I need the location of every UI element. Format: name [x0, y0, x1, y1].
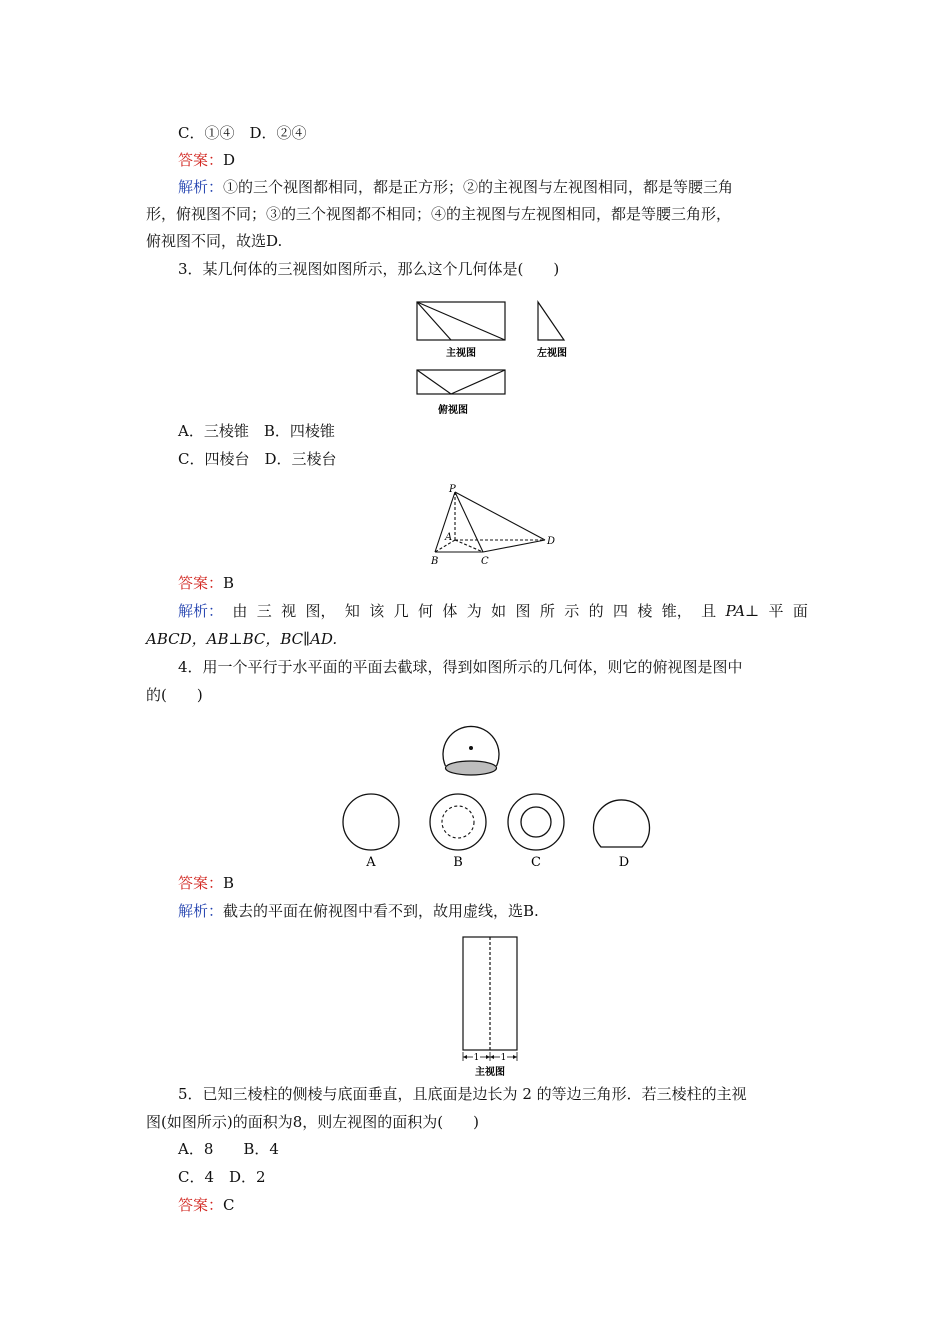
option-d-label: D	[618, 855, 630, 870]
dim-arrow	[486, 1055, 490, 1059]
analysis-word: 且	[701, 602, 717, 620]
option-c-label: C	[531, 855, 541, 870]
option-c-inner-circle	[521, 807, 551, 837]
analysis-word: 四	[613, 602, 629, 620]
top-view-rect	[417, 370, 505, 394]
q2-answer	[178, 150, 235, 170]
dim-label-right: 1	[500, 1053, 507, 1063]
dim-arrow	[513, 1055, 517, 1059]
q3-analysis-justified	[178, 601, 808, 621]
analysis-word: 锥，	[661, 602, 692, 620]
label-c: C	[481, 556, 489, 567]
edge-pc	[455, 492, 483, 552]
q3-analysis-line1	[178, 601, 808, 621]
option-b-dashed-circle	[442, 806, 474, 838]
option-a-label: A	[366, 855, 376, 870]
q2-analysis-line2: 形，俯视图不同；③的三个视图都不相同；④的主视图与左视图相同，都是等腰三角形，	[146, 205, 732, 223]
q2-options-cd: C．①④ D．②④	[178, 124, 307, 142]
analysis-text: 截去的平面在俯视图中看不到，故用虚线，选B.	[223, 902, 539, 920]
q5-answer	[178, 1195, 235, 1215]
analysis-word: 所	[539, 602, 555, 620]
edge-pb	[435, 492, 455, 552]
option-b-outer-circle	[430, 794, 486, 850]
answer-label: 答案：	[178, 574, 224, 592]
edge-cd	[483, 540, 545, 552]
answer-value: D	[223, 151, 236, 169]
analysis-label: 解析：	[178, 178, 224, 196]
top-view-inner-lines	[417, 370, 505, 394]
answer-label: 答案：	[178, 874, 224, 892]
q3-options-ab: A．三棱锥 B．四棱锥	[178, 422, 335, 440]
option-a-circle	[343, 794, 399, 850]
q5-question-line1: 5．已知三棱柱的侧棱与底面垂直，且底面是边长为 2 的等边三角形．若三棱柱的主视	[178, 1085, 747, 1103]
option-d-cut-circle	[594, 800, 650, 847]
analysis-word: 示	[564, 602, 580, 620]
label-b: B	[431, 556, 439, 567]
answer-label: 答案：	[178, 151, 224, 169]
left-view-triangle	[538, 302, 564, 340]
q3-analysis-line2: ABCD，AB⊥BC，BC∥AD.	[146, 630, 338, 648]
pyramid-figure	[425, 480, 565, 570]
label-p: P	[449, 484, 456, 495]
dim-arrow	[463, 1055, 467, 1059]
q5-options-cd: C．4 D．2	[178, 1168, 266, 1186]
option-b-label: B	[453, 855, 463, 870]
analysis-word: 为	[466, 602, 482, 620]
label-a: A	[445, 532, 453, 543]
analysis-word: 视	[281, 602, 297, 620]
analysis-word: 由	[232, 602, 248, 620]
top-view-caption: 俯视图	[438, 405, 468, 416]
q3-options-cd: C．四棱台 D．三棱台	[178, 450, 337, 468]
analysis-label: 解析：	[178, 902, 224, 920]
front-view-diagonal	[417, 302, 505, 340]
sphere-center-dot	[469, 746, 473, 750]
answer-value: B	[223, 874, 235, 892]
answer-label: 答案：	[178, 1196, 224, 1214]
three-view-figure	[405, 296, 595, 422]
analysis-word: 几	[393, 602, 409, 620]
answer-value: B	[223, 574, 235, 592]
analysis-word: PA⊥	[725, 602, 760, 620]
analysis-word: 知	[344, 602, 360, 620]
q4-question-line1: 4．用一个平行于水平面的平面去截球，得到如图所示的几何体，则它的俯视图是图中	[178, 658, 743, 676]
q2-analysis-line1	[178, 177, 733, 197]
analysis-text: ①的三个视图都相同，都是正方形；②的主视图与左视图相同，都是等腰三角	[223, 178, 734, 196]
q3-answer	[178, 573, 234, 593]
option-c-outer-circle	[508, 794, 564, 850]
q5-options-ab: A．8 B．4	[178, 1140, 279, 1158]
q4-analysis	[178, 901, 539, 921]
analysis-word: 面	[792, 602, 808, 620]
edge-pd	[455, 492, 545, 540]
dim-arrow	[490, 1055, 494, 1059]
q3-question: 3．某几何体的三视图如图所示，那么这个几何体是( )	[178, 260, 560, 278]
left-view-caption: 左视图	[537, 348, 567, 359]
prism-front-view-figure	[455, 930, 525, 1080]
cut-plane-ellipse	[446, 761, 497, 775]
analysis-word: 的	[588, 602, 604, 620]
analysis-label: 解析：	[178, 602, 224, 620]
prism-figure-caption: 主视图	[475, 1067, 505, 1078]
analysis-word: 体	[442, 602, 458, 620]
q2-analysis-line3: 俯视图不同，故选D.	[146, 232, 283, 250]
analysis-word: 平	[768, 602, 784, 620]
q4-answer	[178, 873, 234, 893]
q5-question-line2: 图(如图所示)的面积为8，则左视图的面积为( )	[146, 1113, 479, 1131]
front-view-caption: 主视图	[446, 348, 476, 359]
analysis-word: 三	[256, 602, 272, 620]
analysis-word: 何	[418, 602, 434, 620]
answer-value: C	[223, 1196, 235, 1214]
analysis-word: 该	[369, 602, 385, 620]
dim-label-left: 1	[473, 1053, 480, 1063]
analysis-word: 图	[515, 602, 531, 620]
label-d: D	[547, 536, 556, 547]
analysis-word: 棱	[637, 602, 653, 620]
q4-question-line2: 的( )	[146, 686, 203, 704]
analysis-word: 如	[491, 602, 507, 620]
sphere-figure	[335, 720, 665, 870]
analysis-word: 图，	[305, 602, 336, 620]
front-view-inner-edge	[417, 302, 451, 340]
